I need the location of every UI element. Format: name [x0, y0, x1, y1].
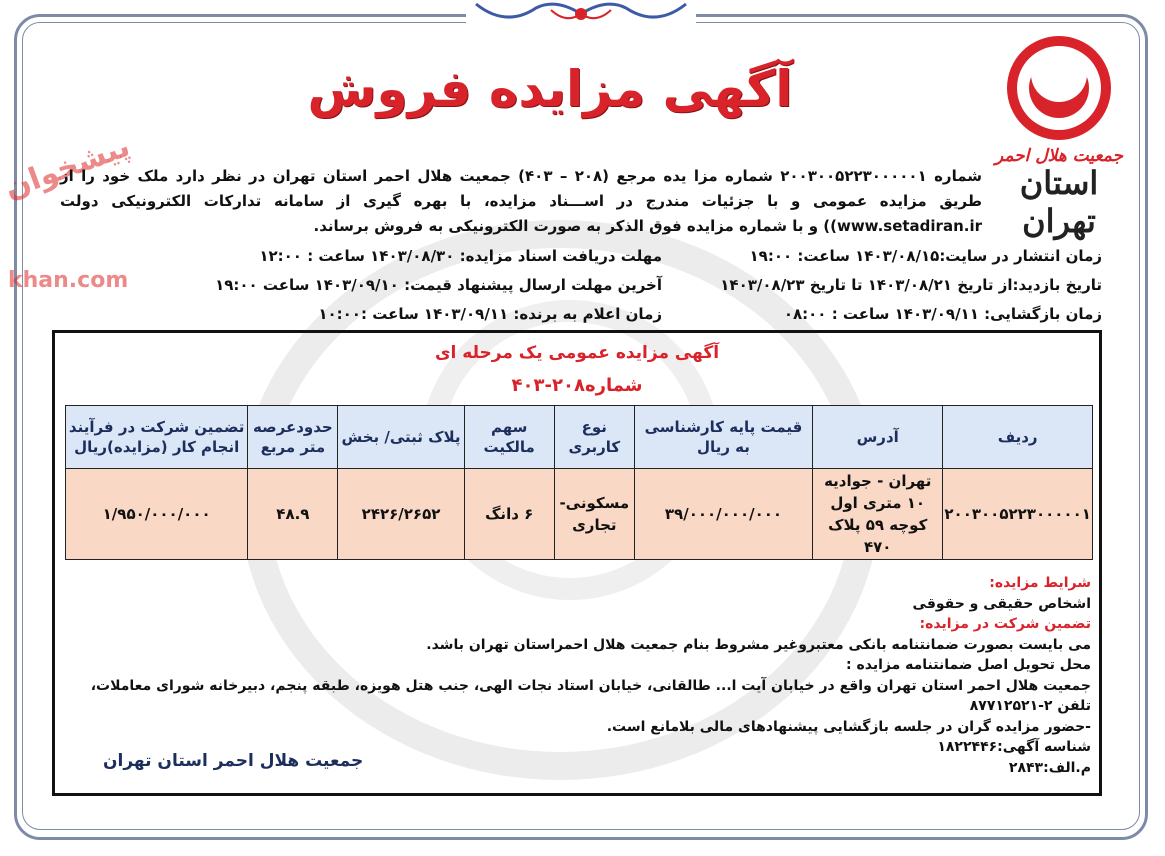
- table-cell: تهران - جوادیه ۱۰ متری اول کوچه ۵۹ پلاک ۴۷۰: [813, 469, 943, 560]
- signature: جمعیت هلال احمر استان تهران: [103, 751, 364, 771]
- visit-dates: تاریخ بازدید:از تاریخ ۱۴۰۳/۰۸/۲۱ تا تاریخ ۱۴۰۳/۰۸/۲۳: [720, 276, 1102, 294]
- docs-deadline: مهلت دریافت اسناد مزایده: ۱۴۰۳/۰۸/۳۰ ساعت : ۱۲:۰۰: [259, 247, 662, 265]
- table-cell: مسکونی- تجاری: [554, 469, 634, 560]
- table-row: [66, 469, 1093, 560]
- info-row-3: [60, 305, 1102, 329]
- publish-time: زمان انتشار در سایت:۱۴۰۳/۰۸/۱۵ ساعت: ۱۹:۰۰: [749, 247, 1102, 265]
- auction-table: [65, 405, 1093, 560]
- bid-deadline: آخرین مهلت ارسال پیشنهاد قیمت: ۱۴۰۳/۰۹/۱۰ ساعت ۱۹:۰۰: [215, 276, 662, 294]
- ornament-graphic: [466, 0, 696, 30]
- header-cell: سهم مالکیت: [464, 406, 554, 469]
- ad-id: شناسه آگهی:۱۸۲۲۴۴۶: [937, 739, 1091, 755]
- table-cell: ۴۸.۹: [248, 469, 338, 560]
- crescent-icon: [1005, 34, 1113, 142]
- logo-province: استان تهران: [1019, 164, 1099, 240]
- conditions-title: شرایط مزایده:: [989, 575, 1091, 591]
- guarantee-title: تضمین شرکت در مزایده:: [919, 616, 1091, 632]
- ref-number: م.الف:۲۸۴۳: [1008, 759, 1091, 776]
- table-cell: ۲۴۲۶/۲۶۵۲: [338, 469, 464, 560]
- header-cell: حدودعرصه متر مربع: [248, 406, 338, 469]
- delivery-text: جمعیت هلال احمر استان تهران واقع در خیابان آیت ا... طالقانی، خیابان استاد نجات الهی، جنب هتل هویزه، طبقه پنجم، دبیرخانه شورای معاملات، تلفن ۲-۸۷۷۱۲۵۲۱: [90, 677, 1091, 714]
- delivery-title: محل تحویل اصل ضمانتنامه مزایده :: [846, 657, 1091, 673]
- red-crescent-logo: [984, 34, 1134, 240]
- table-header-row: [66, 406, 1093, 469]
- header-cell: تضمین شرکت در فرآیند انجام کار (مزایده)ریال: [66, 406, 248, 469]
- watermark-url: khan.com: [8, 268, 129, 293]
- winner-announce: زمان اعلام به برنده: ۱۴۰۳/۰۹/۱۱ ساعت :۱۰:۰۰: [318, 305, 662, 323]
- info-row-2: [60, 276, 1102, 300]
- header-cell: پلاک ثبتی/ بخش: [338, 406, 464, 469]
- info-row-1: [60, 247, 1102, 271]
- conditions-section: [55, 573, 1091, 778]
- intro-paragraph: شماره ۲۰۰۳۰۰۵۲۲۳۰۰۰۰۰۱ شماره مزا یده مرجع (۲۰۸ – ۴۰۳) جمعیت هلال احمر استان تهران در نظر دارد ملک خود را از طریق مزایده عمومی و با جزئیات مندرج در اســـناد مزایده، با بهره گیری از سامانه تدارکات الکترونیکی دولت www.setadiran.ir)) و با شماره مزایده فوق الذکر به صورت الکترونیکی به فروش برساند.: [60, 167, 983, 235]
- box-subtitle: آگهی مزایده عمومی یک مرحله ای: [434, 343, 720, 363]
- table-cell: ۶ دانگ: [464, 469, 554, 560]
- logo-org-name: جمعیت هلال احمر: [994, 146, 1124, 166]
- table-cell: ۲۰۰۳۰۰۵۲۲۳۰۰۰۰۰۱: [943, 469, 1093, 560]
- top-ornament: [466, 0, 696, 30]
- opening-time: زمان بازگشایی: ۱۴۰۳/۰۹/۱۱ ساعت : ۰۸:۰۰: [783, 305, 1102, 323]
- page-title: آگهی مزایده فروش: [307, 60, 793, 118]
- auction-box: [52, 330, 1102, 796]
- table-cell: ۳۹/۰۰۰/۰۰۰/۰۰۰: [634, 469, 812, 560]
- conditions-text: اشخاص حقیقی و حقوقی: [912, 595, 1091, 612]
- box-number: شماره۲۰۸-۴۰۳: [511, 375, 643, 396]
- presence-text: -حضور مزایده گران در جلسه بازگشایی پیشنهادهای مالی بلامانع است.: [606, 718, 1091, 735]
- header-cell: آدرس: [813, 406, 943, 469]
- guarantee-text: می بایست بصورت ضمانتنامه بانکی معتبروغیر مشروط بنام جمعیت هلال احمراستان تهران باشد.: [426, 636, 1091, 653]
- table-cell: ۱/۹۵۰/۰۰۰/۰۰۰: [66, 469, 248, 560]
- header-cell: قیمت پایه کارشناسی به ریال: [634, 406, 812, 469]
- header-cell: نوع کاربری: [554, 406, 634, 469]
- watermark-text: پیشخوان: [0, 128, 135, 207]
- header-cell: ردیف: [943, 406, 1093, 469]
